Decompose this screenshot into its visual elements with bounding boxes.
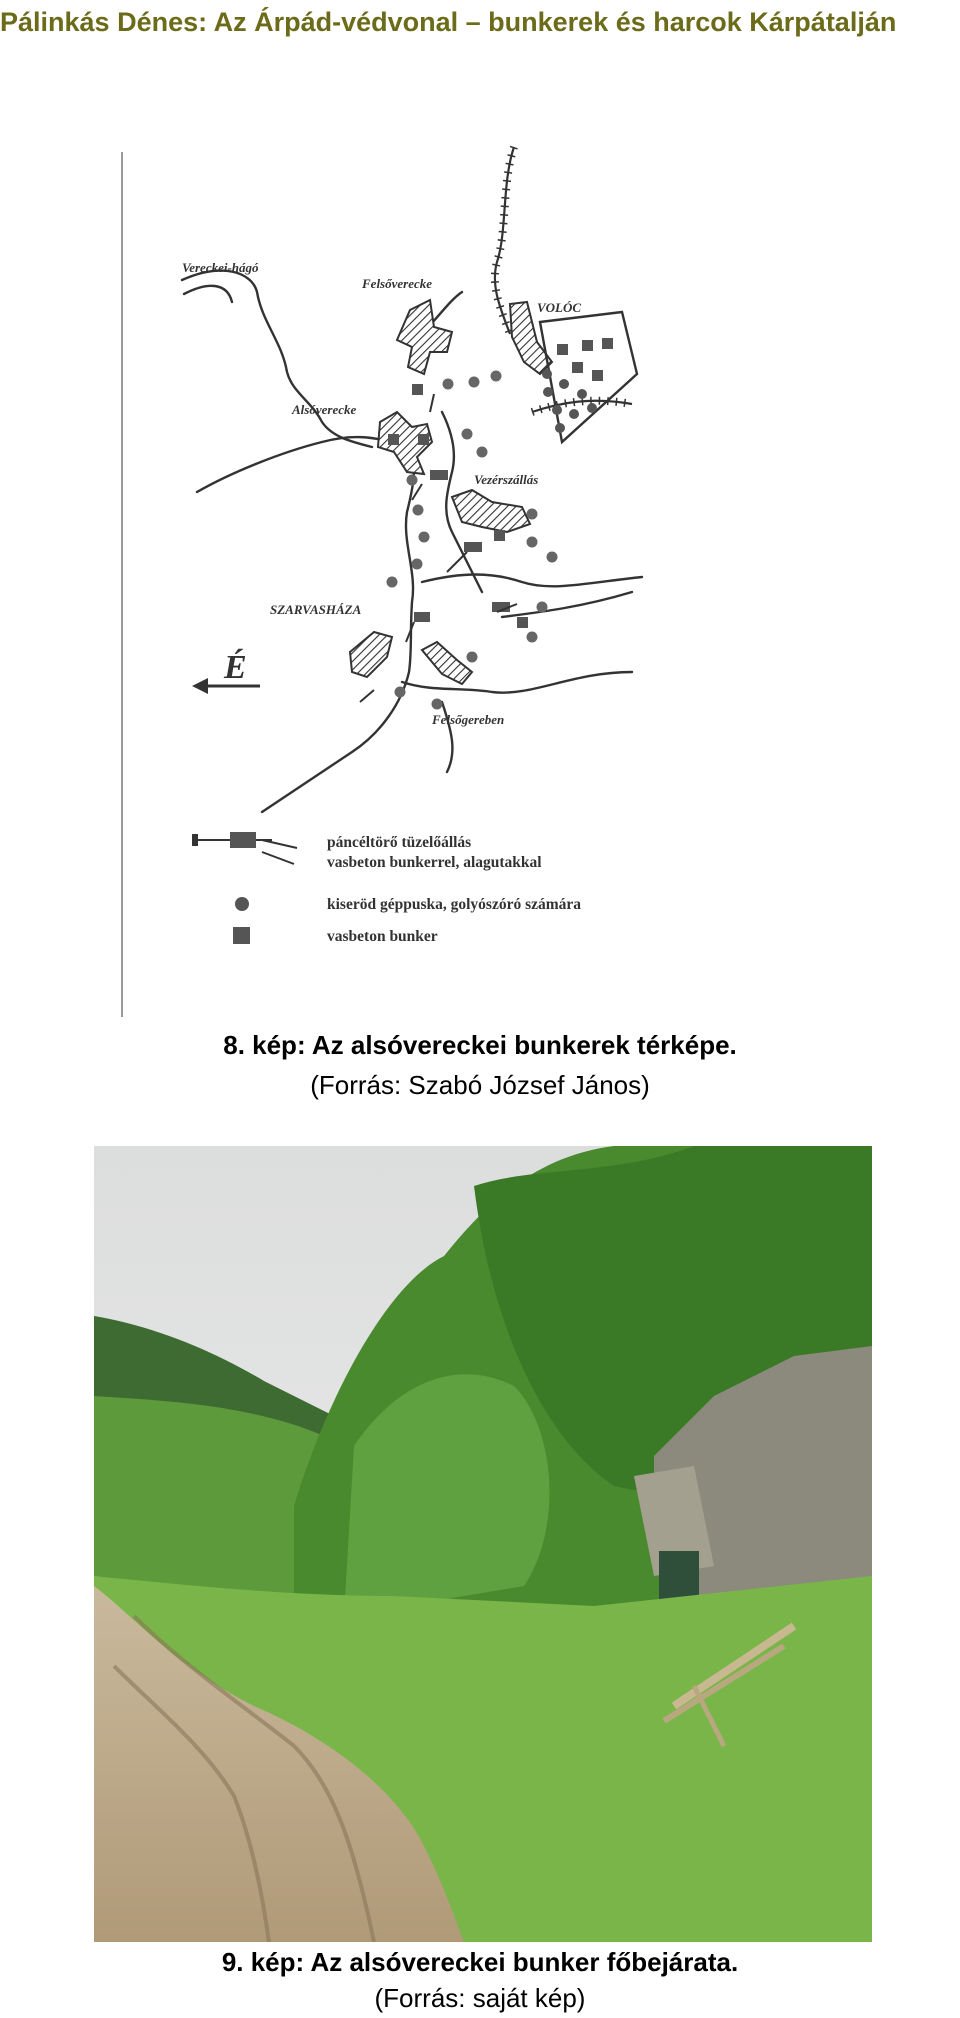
legend-antitank-line2: vasbeton bunkerrel, alagutakkal	[327, 854, 542, 871]
label-vereckei-hago: Vereckei-hágó	[182, 260, 259, 275]
north-label: É	[224, 649, 247, 686]
figure8-caption-source: (Forrás: Szabó József János)	[310, 1070, 650, 1100]
label-felsogereben: Felsőgereben	[432, 712, 505, 727]
label-voloc: VOLÓC	[537, 300, 582, 315]
running-header: Pálinkás Dénes: Az Árpád-védvonal – bunkerek és harcok Kárpátalján	[0, 7, 897, 37]
label-vezerszallas: Vezérszállás	[474, 472, 539, 487]
bunker-entrance-photo	[94, 1146, 872, 1942]
bunker-map	[112, 112, 752, 1022]
bunker-map-figure	[112, 112, 752, 1022]
legend-antitank-line1: páncéltörő tüzelőállás	[327, 834, 472, 851]
legend-bunker: vasbeton bunker	[327, 928, 438, 945]
label-felsoverecke: Felsőverecke	[362, 276, 433, 291]
figure9-caption-title: 9. kép: Az alsóvereckei bunker főbejárata.	[221, 1947, 739, 1977]
legend-small-fort: kiseröd géppuska, golyószóró számára	[327, 896, 582, 913]
label-alsoverecke: Alsóverecke	[292, 402, 357, 417]
figure9-caption-source: (Forrás: saját kép)	[374, 1983, 586, 2013]
label-szarvashaza: SZARVASHÁZA	[270, 602, 362, 617]
figure8-caption-title: 8. kép: Az alsóvereckei bunkerek térképe.	[223, 1030, 737, 1060]
